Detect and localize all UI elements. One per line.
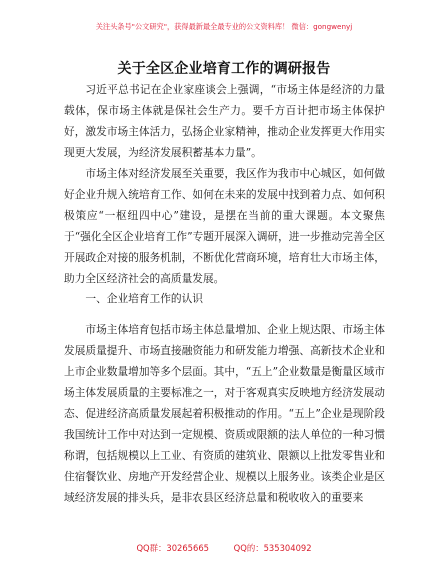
context-paragraph <box>64 163 385 289</box>
paragraph-text: 市场主体对经济发展至关重要，我区作为我市中心城区，如何做好企业升规入统培育工作、如何在未来的发展中找到着力点、如何积极策应“一枢纽四中心”建设，是摆在当前的重大课题。本文聚焦于“强化全区企业培育工作”专题开展深入调研，进一步推动完善全区开展政企对接的服务机制，不断优化营商环境，培育壮大市场主体，助力全区经济社会的高质量发展。 <box>64 167 385 285</box>
section-heading: 一、企业培育工作的认识 <box>85 292 203 305</box>
document-title: 关于全区企业培育工作的调研报告 <box>117 61 331 77</box>
section-paragraph <box>64 319 385 508</box>
qq-group-label: QQ群：30265665 <box>136 543 209 553</box>
contact-footer <box>0 542 448 554</box>
paragraph-text: 习近平总书记在企业家座谈会上强调，“市场主体是经济的力量载体，保市场主体就是保社会生产力。要千方百计把市场主体保护好，激发市场主体活力，弘扬企业家精神，推动企业发挥更大作用实现更大发展，为经济发展积蓄基本力量”。 <box>64 83 385 159</box>
paragraph-text: 市场主体培育包括市场主体总量增加、企业上规达限、市场主体发展质量提升、市场直接融资能力和研发能力增强、高新技术企业和上市企业数量增加等多个层面。其中，“五上”企业数量是衡量区域市场主体发展质量的主要标准之一，对于客观真实反映地方经济发展动态、促进经济高质量发展起着积极推动的作用。“五上”企业是现阶段我国统计工作中对达到一定规模、资质或限额的法人单位的一种习惯称谓，包括规模以上工业、有资质的建筑业、限额以上批发零售业和住宿餐饮业、房地产开发经营企业、规模以上服务业。该类企业是区域经济发展的排头兵，是非农县区经济总量和税收收入的重要来 <box>64 323 385 504</box>
qq-label: QQ的：535304092 <box>233 543 312 553</box>
intro-paragraph <box>64 79 385 163</box>
promo-banner: 关注头条号"公文研究"，获得最新最全最专业的公文资料库！ 微信：gongwenyj <box>95 22 353 31</box>
